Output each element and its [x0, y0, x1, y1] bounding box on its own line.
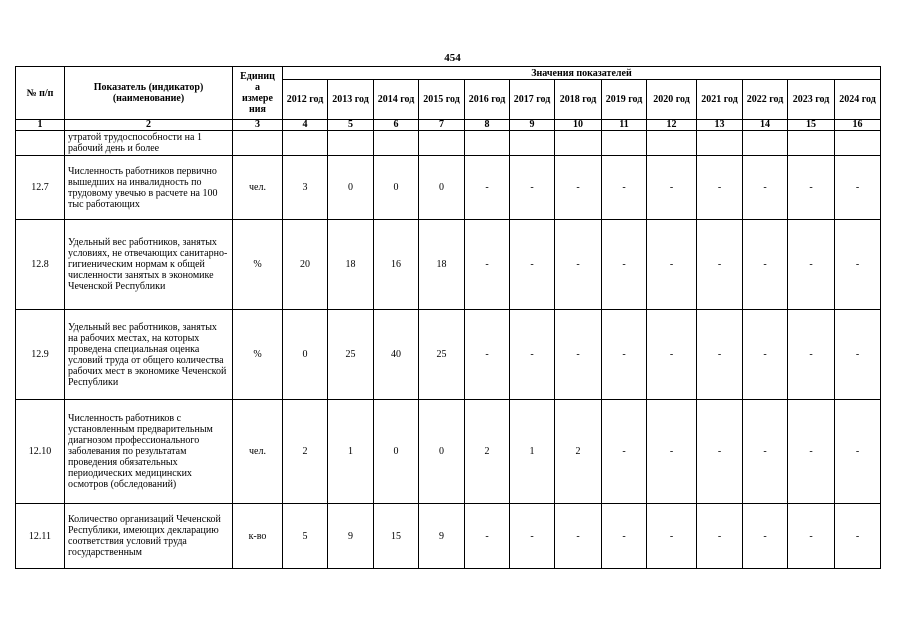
value-cell: 9 — [328, 504, 374, 569]
value-cell — [419, 131, 465, 156]
value-cell: - — [835, 220, 881, 310]
unit-cell — [233, 131, 283, 156]
value-cell: - — [465, 504, 510, 569]
value-cell: - — [602, 504, 647, 569]
value-cell: - — [788, 310, 835, 400]
value-cell: 18 — [419, 220, 465, 310]
value-cell: 25 — [419, 310, 465, 400]
unit-cell: % — [233, 220, 283, 310]
value-cell: 0 — [419, 400, 465, 504]
value-cell — [465, 131, 510, 156]
col-number-cell: 2 — [65, 120, 233, 131]
value-cell: 18 — [328, 220, 374, 310]
value-cell: - — [465, 310, 510, 400]
unit-cell: чел. — [233, 400, 283, 504]
table-row — [16, 400, 881, 504]
value-cell — [835, 131, 881, 156]
value-cell — [647, 131, 697, 156]
col-header-year: 2015 год — [419, 80, 465, 120]
value-cell: 3 — [283, 156, 328, 220]
col-header-year: 2018 год — [555, 80, 602, 120]
value-cell: - — [743, 156, 788, 220]
col-header-year: 2017 год — [510, 80, 555, 120]
table-row — [16, 220, 881, 310]
indicator-name: утратой трудоспособности на 1 рабочий день и более — [65, 131, 233, 156]
value-cell: - — [743, 310, 788, 400]
value-cell: - — [743, 400, 788, 504]
col-number-cell: 11 — [602, 120, 647, 131]
value-cell — [788, 131, 835, 156]
unit-line: измере — [242, 93, 273, 104]
col-header-unit — [233, 67, 283, 120]
col-header-year: 2012 год — [283, 80, 328, 120]
value-cell: 25 — [328, 310, 374, 400]
col-header-year: 2024 год — [835, 80, 881, 120]
indicator-name: Удельный вес работников, занятых на рабочих местах, на которых проведена специальная оценка условий труда от общего количества рабочих мест в экономике Чеченской Республики — [65, 310, 233, 400]
col-header-year: 2016 год — [465, 80, 510, 120]
value-cell: 0 — [283, 310, 328, 400]
col-number-cell: 15 — [788, 120, 835, 131]
value-cell: - — [555, 156, 602, 220]
page-number: 454 — [444, 52, 461, 64]
value-cell: - — [647, 504, 697, 569]
row-number: 12.11 — [16, 504, 65, 569]
value-cell: - — [743, 220, 788, 310]
unit-line: а — [255, 82, 260, 93]
value-cell: - — [555, 220, 602, 310]
value-cell — [374, 131, 419, 156]
col-number-cell: 6 — [374, 120, 419, 131]
col-header-indicator: Показатель (индикатор) (наименование) — [65, 67, 233, 120]
col-number-cell: 1 — [16, 120, 65, 131]
table-row — [16, 131, 881, 156]
table-row — [16, 504, 881, 569]
value-cell: - — [602, 220, 647, 310]
table-row — [16, 156, 881, 220]
value-cell: - — [465, 156, 510, 220]
value-cell — [743, 131, 788, 156]
col-number-cell: 8 — [465, 120, 510, 131]
values-group-header: Значения показателей — [283, 67, 881, 80]
row-number: 12.7 — [16, 156, 65, 220]
row-number: 12.9 — [16, 310, 65, 400]
value-cell: - — [835, 156, 881, 220]
col-number-cell: 4 — [283, 120, 328, 131]
value-cell: 16 — [374, 220, 419, 310]
col-number-cell: 9 — [510, 120, 555, 131]
indicators-table — [15, 66, 881, 569]
col-number-cell: 13 — [697, 120, 743, 131]
value-cell: - — [647, 310, 697, 400]
unit-line: ния — [249, 104, 266, 115]
value-cell — [697, 131, 743, 156]
value-cell: - — [788, 220, 835, 310]
unit-cell: чел. — [233, 156, 283, 220]
value-cell: 2 — [555, 400, 602, 504]
value-cell: 15 — [374, 504, 419, 569]
value-cell: 40 — [374, 310, 419, 400]
value-cell: 1 — [510, 400, 555, 504]
value-cell: - — [555, 310, 602, 400]
value-cell: 0 — [374, 400, 419, 504]
value-cell: 0 — [419, 156, 465, 220]
value-cell: - — [835, 310, 881, 400]
value-cell: - — [788, 156, 835, 220]
value-cell: 2 — [283, 400, 328, 504]
value-cell: - — [835, 504, 881, 569]
value-cell: - — [510, 310, 555, 400]
row-number: 12.10 — [16, 400, 65, 504]
value-cell: - — [697, 400, 743, 504]
value-cell: - — [743, 504, 788, 569]
value-cell: - — [510, 156, 555, 220]
unit-cell: % — [233, 310, 283, 400]
value-cell: 5 — [283, 504, 328, 569]
row-number — [16, 131, 65, 156]
value-cell: - — [647, 220, 697, 310]
col-header-year: 2023 год — [788, 80, 835, 120]
value-cell: - — [788, 504, 835, 569]
value-cell: - — [465, 220, 510, 310]
value-cell: - — [647, 400, 697, 504]
unit-line: Единиц — [240, 71, 275, 82]
value-cell: 0 — [374, 156, 419, 220]
col-number-cell: 7 — [419, 120, 465, 131]
indicator-name: Численность работников с установленным предварительным диагнозом профессионального заболевания по результатам проведения обязательных периодических медицинских осмотров (обследований) — [65, 400, 233, 504]
value-cell: - — [788, 400, 835, 504]
unit-cell: к-во — [233, 504, 283, 569]
value-cell: - — [835, 400, 881, 504]
col-number-cell: 12 — [647, 120, 697, 131]
value-cell: - — [602, 156, 647, 220]
value-cell: 20 — [283, 220, 328, 310]
value-cell — [283, 131, 328, 156]
col-header-year: 2013 год — [328, 80, 374, 120]
value-cell: - — [555, 504, 602, 569]
col-header-year: 2021 год — [697, 80, 743, 120]
col-header-year: 2019 год — [602, 80, 647, 120]
col-header-year: 2020 год — [647, 80, 697, 120]
col-header-num: № п/п — [16, 67, 65, 120]
value-cell: - — [602, 400, 647, 504]
indicator-name: Количество организаций Чеченской Республики, имеющих декларацию соответствия условий труда государственным — [65, 504, 233, 569]
table-row — [16, 310, 881, 400]
value-cell: - — [697, 310, 743, 400]
value-cell: - — [510, 504, 555, 569]
value-cell: - — [510, 220, 555, 310]
col-header-year: 2022 год — [743, 80, 788, 120]
indicator-name: Удельный вес работников, занятых условиях, не отвечающих санитарно-гигиеническим нормам к общей численности занятых в экономике Чеченской Республики — [65, 220, 233, 310]
col-header-year: 2014 год — [374, 80, 419, 120]
row-number: 12.8 — [16, 220, 65, 310]
value-cell — [555, 131, 602, 156]
value-cell: 0 — [328, 156, 374, 220]
col-number-cell: 14 — [743, 120, 788, 131]
indicator-name: Численность работников первично вышедших на инвалидность по трудовому увечью в расчете на 100 тыс работающих — [65, 156, 233, 220]
col-number-cell: 10 — [555, 120, 602, 131]
value-cell: 1 — [328, 400, 374, 504]
value-cell — [328, 131, 374, 156]
value-cell: - — [697, 156, 743, 220]
col-number-cell: 3 — [233, 120, 283, 131]
value-cell: - — [697, 220, 743, 310]
value-cell: 2 — [465, 400, 510, 504]
value-cell — [510, 131, 555, 156]
value-cell: 9 — [419, 504, 465, 569]
value-cell: - — [647, 156, 697, 220]
value-cell: - — [697, 504, 743, 569]
value-cell — [602, 131, 647, 156]
col-number-cell: 16 — [835, 120, 881, 131]
col-number-cell: 5 — [328, 120, 374, 131]
value-cell: - — [602, 310, 647, 400]
